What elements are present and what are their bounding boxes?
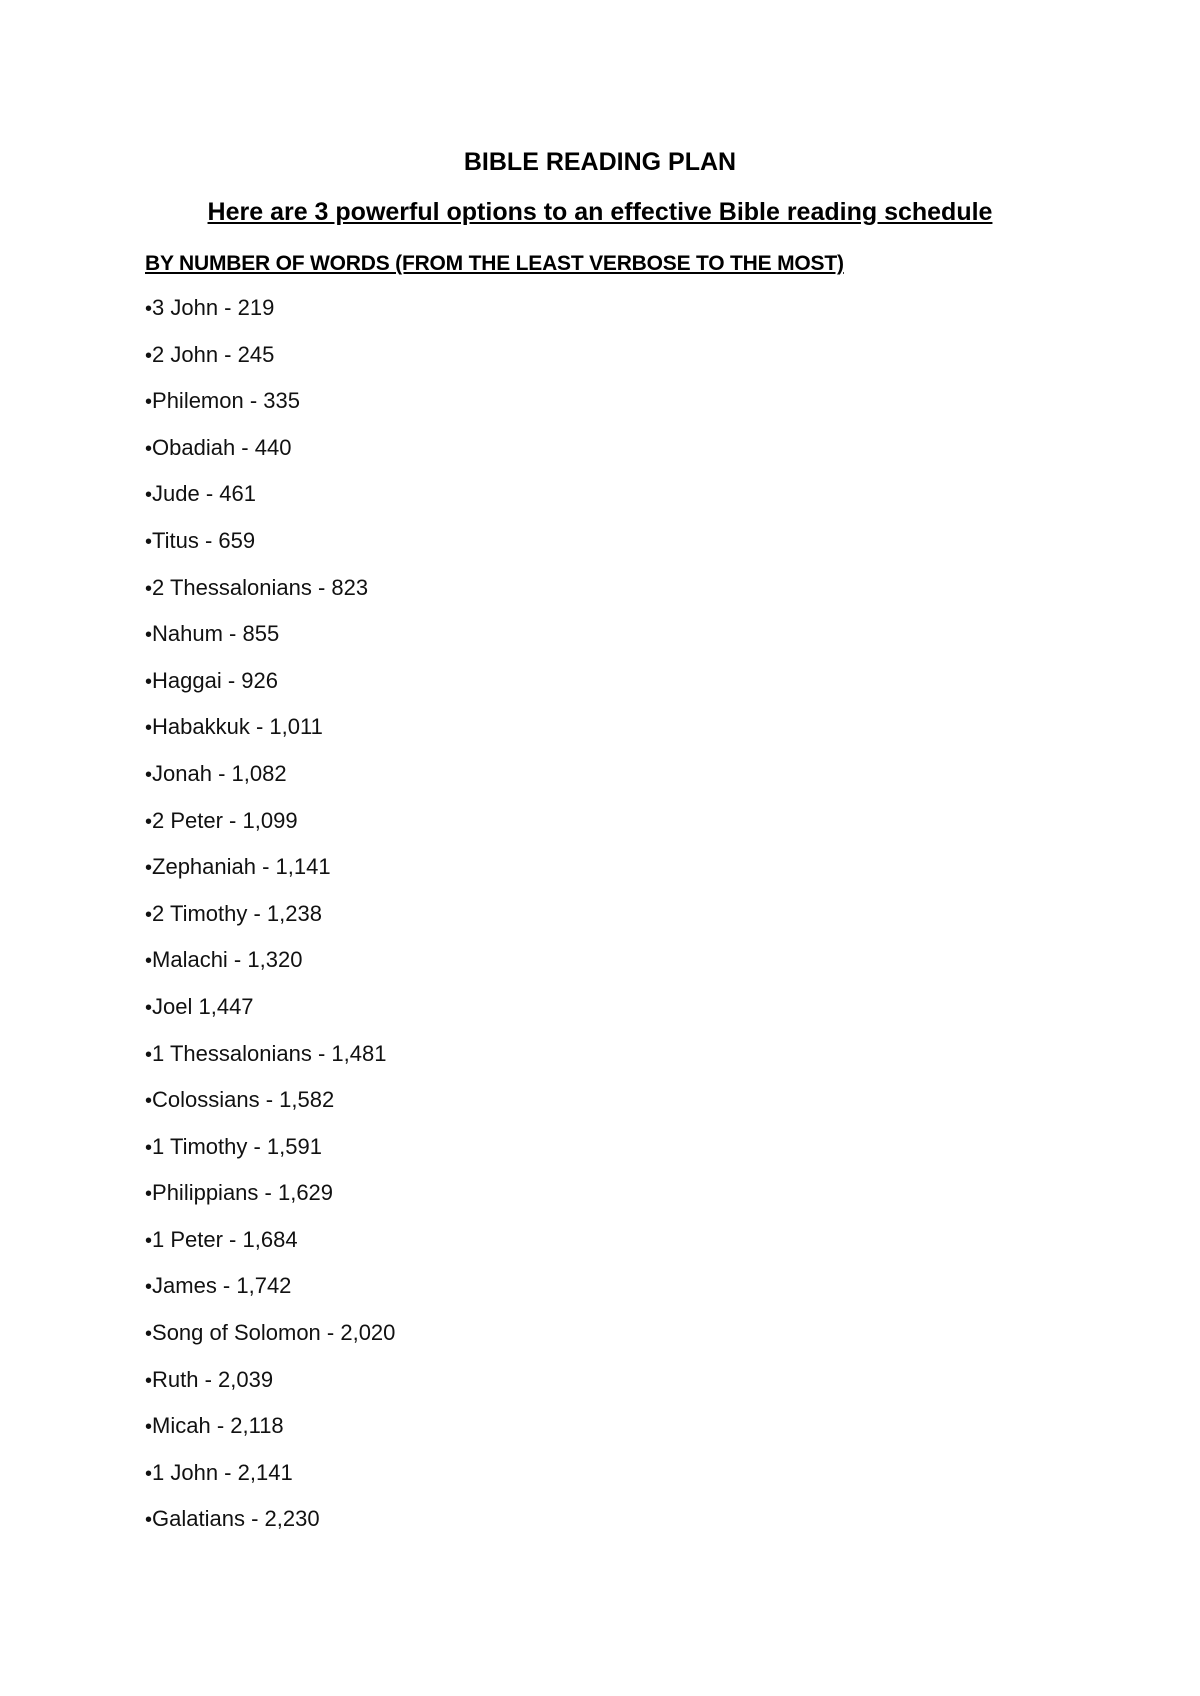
list-item-text: Philippians - 1,629 [152,1180,334,1206]
list-item-text: Habakkuk - 1,011 [152,714,323,740]
bullet-icon: • [145,810,153,833]
bullet-icon: • [145,624,153,647]
bullet-icon: • [145,1136,153,1159]
bullet-icon: • [145,437,153,460]
list-item-text: 3 John - 219 [152,295,275,320]
list-item-text: 1 Peter - 1,684 [152,1226,298,1252]
list-item [145,295,395,342]
list-item [145,1134,395,1181]
list-item [145,668,395,715]
bullet-icon: • [145,344,153,367]
list-item-text: Jude - 461 [152,481,256,507]
bullet-icon: • [145,717,153,740]
list-item-text: 1 Thessalonians - 1,481 [152,1040,387,1066]
list-item [145,342,395,389]
bullet-icon: • [145,903,153,926]
list-item [145,435,395,482]
list-item [145,621,395,668]
list-item-text: Ruth - 2,039 [152,1366,274,1392]
list-item-text: James - 1,742 [152,1273,292,1299]
list-item-text: Nahum - 855 [152,621,280,647]
list-item [145,994,395,1041]
bullet-icon: • [145,763,153,786]
bullet-icon: • [145,1462,153,1485]
list-item-text: Philemon - 335 [152,388,300,414]
bullet-icon: • [145,1090,153,1113]
list-item-text: Micah - 2,118 [152,1413,284,1439]
document-subtitle: Here are 3 powerful options to an effective Bible reading schedule [207,198,993,226]
bullet-icon: • [145,1043,153,1066]
list-item-text: Malachi - 1,320 [152,947,303,973]
list-item [145,481,395,528]
list-item [145,854,395,901]
list-item-text: 1 John - 2,141 [152,1459,293,1485]
list-item [145,575,395,622]
bullet-icon: • [145,1509,153,1532]
section-heading: BY NUMBER OF WORDS (FROM THE LEAST VERBOSE TO THE MOST) [145,252,844,275]
list-item-text: 2 Peter - 1,099 [152,807,298,833]
bullet-icon: • [145,1323,153,1346]
bullet-icon: • [145,1229,153,1252]
bullet-icon: • [145,996,153,1019]
book-word-count-list [145,295,395,1553]
list-item-text: Haggai - 926 [152,667,278,693]
bullet-icon: • [145,298,153,320]
list-item-text: Titus - 659 [152,527,256,553]
list-item [145,1413,395,1460]
list-item-text: Colossians - 1,582 [152,1087,335,1113]
list-item [145,761,395,808]
list-item-text: Obadiah - 440 [152,434,292,460]
list-item [145,714,395,761]
bullet-icon: • [145,950,153,973]
list-item [145,388,395,435]
list-item [145,808,395,855]
list-item-text: 1 Timothy - 1,591 [152,1133,322,1159]
list-item [145,1460,395,1507]
list-item-text: Zephaniah - 1,141 [152,854,331,880]
list-item [145,1320,395,1367]
list-item-text: 2 Timothy - 1,238 [152,900,322,926]
list-item-text: Song of Solomon - 2,020 [152,1320,396,1346]
list-item [145,1273,395,1320]
list-item [145,901,395,948]
bullet-icon: • [145,670,153,693]
bullet-icon: • [145,530,153,553]
list-item [145,1227,395,1274]
bullet-icon: • [145,577,153,600]
list-item [145,1506,395,1553]
list-item [145,1087,395,1134]
list-item-text: 2 Thessalonians - 823 [152,574,369,600]
list-item-text: Galatians - 2,230 [152,1506,320,1532]
bullet-icon: • [145,1416,153,1439]
list-item [145,947,395,994]
list-item [145,1367,395,1414]
list-item [145,1180,395,1227]
bullet-icon: • [145,391,153,414]
bullet-icon: • [145,857,153,880]
list-item-text: 2 John - 245 [152,341,275,367]
bullet-icon: • [145,484,153,507]
list-item [145,1041,395,1088]
list-item-text: Joel 1,447 [152,993,254,1019]
bullet-icon: • [145,1276,153,1299]
list-item-text: Jonah - 1,082 [152,760,287,786]
bullet-icon: • [145,1369,153,1392]
bullet-icon: • [145,1183,153,1206]
list-item [145,528,395,575]
document-title: BIBLE READING PLAN [463,148,737,176]
